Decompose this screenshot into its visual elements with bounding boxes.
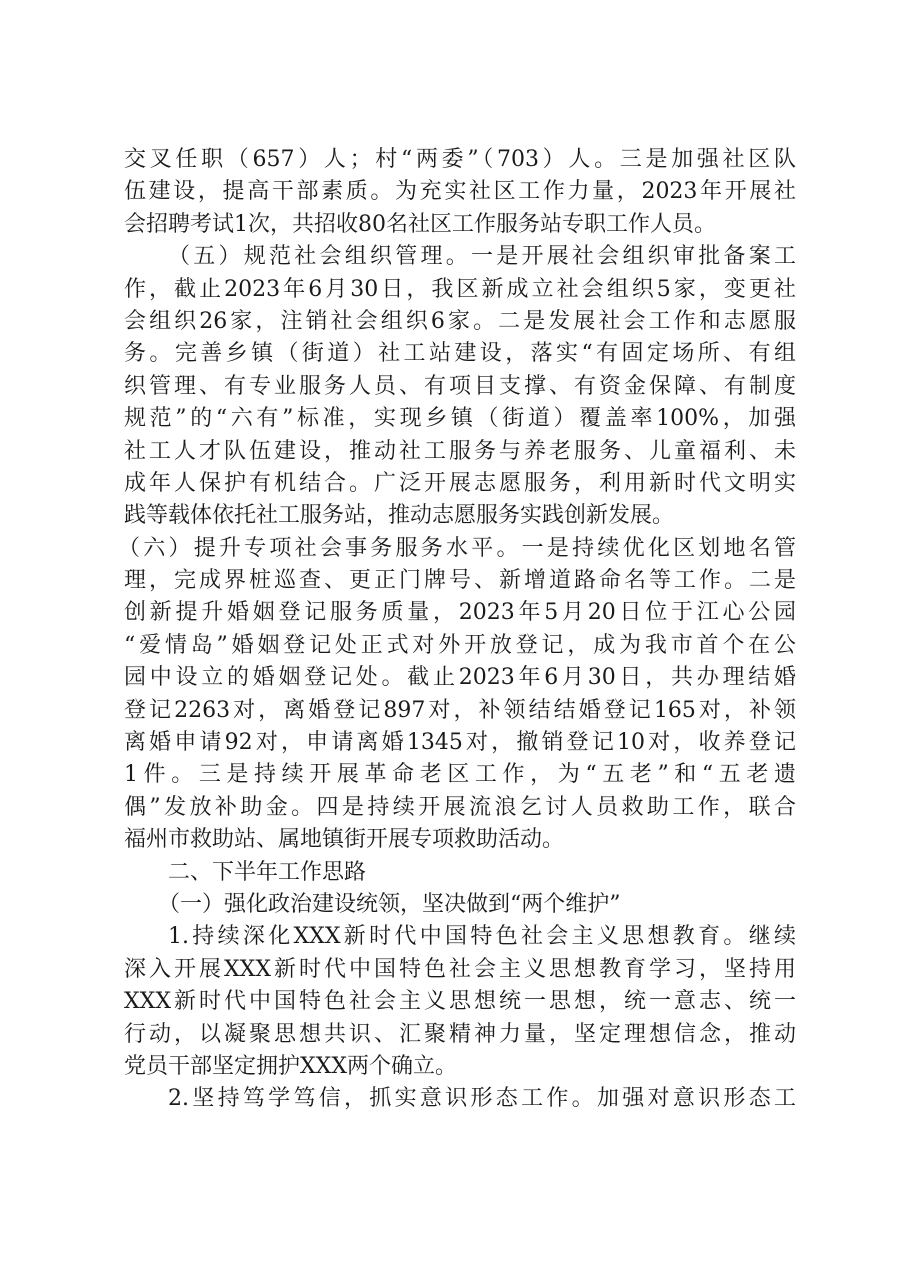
text-line: 会招聘考试1次，共招收80名社区工作服务站专职工作人员。 bbox=[124, 211, 716, 237]
section-heading-line: （五）规范社会组织管理。一是开展社会组织审批备案工 bbox=[168, 244, 796, 270]
text-line: 福州市救助站、属地镇街开展专项救助活动。 bbox=[124, 827, 565, 853]
subsection-heading-line: 1.持续深化XXX新时代中国特色社会主义思想教育。继续 bbox=[168, 924, 796, 950]
text-line: “爱情岛”婚姻登记处正式对外开放登记，成为我市首个在公 bbox=[124, 632, 796, 658]
text-line: 务。完善乡镇（街道）社工站建设，落实“有固定场所、有组 bbox=[124, 341, 796, 367]
text-line: 践等载体依托社工服务站，推动志愿服务实践创新发展。 bbox=[124, 503, 675, 529]
text-line: 作，截止2023年6月30日，我区新成立社会组织5家，变更社 bbox=[124, 276, 796, 302]
chapter-heading: 二、下半年工作思路 bbox=[168, 859, 367, 885]
text-line: 成年人保护有机结合。广泛开展志愿服务，利用新时代文明实 bbox=[124, 470, 796, 496]
text-line: 离婚申请92对，申请离婚1345对，撤销登记10对，收养登记 bbox=[124, 730, 796, 756]
text-line: 登记2263对，离婚登记897对，补领结结婚登记165对，补领 bbox=[124, 697, 796, 723]
text-line: 党员干部坚定拥护XXX两个确立。 bbox=[124, 1053, 457, 1079]
text-line: 理，完成界桩巡查、更正门牌号、新增道路命名等工作。二是 bbox=[124, 568, 796, 594]
text-line: 行动，以凝聚思想共识、汇聚精神力量，坚定理想信念，推动 bbox=[124, 1021, 796, 1047]
text-line: 偶”发放补助金。四是持续开展流浪乞讨人员救助工作，联合 bbox=[124, 794, 796, 820]
text-line: 伍建设，提高干部素质。为充实社区工作力量，2023年开展社 bbox=[124, 179, 796, 205]
text-line: 社工人才队伍建设，推动社工服务与养老服务、儿童福利、未 bbox=[124, 438, 796, 464]
text-line: XXX新时代中国特色社会主义思想统一思想，统一意志、统一 bbox=[124, 989, 796, 1015]
subsection-heading-line: 2.坚持笃学笃信，抓实意识形态工作。加强对意识形态工 bbox=[168, 1086, 796, 1112]
section-heading-line: （六）提升专项社会事务服务水平。一是持续优化区划地名管 bbox=[118, 535, 796, 561]
text-line: 创新提升婚姻登记服务质量，2023年5月20日位于江心公园 bbox=[124, 600, 796, 626]
section-heading-line: （一）强化政治建设统领，坚决做到“两个维护” bbox=[158, 891, 621, 917]
text-line: 会组织26家，注销社会组织6家。二是发展社会工作和志愿服 bbox=[124, 308, 796, 334]
text-line: 规范”的“六有”标准，实现乡镇（街道）覆盖率100%，加强 bbox=[124, 406, 796, 432]
text-line: 园中设立的婚姻登记处。截止2023年6月30日，共办理结婚 bbox=[124, 665, 796, 691]
text-line: 1件。三是持续开展革命老区工作，为“五老”和“五老遗 bbox=[124, 762, 796, 788]
text-line: 织管理、有专业服务人员、有项目支撑、有资金保障、有制度 bbox=[124, 373, 796, 399]
text-line: 交叉任职（657）人；村“两委”（703）人。三是加强社区队 bbox=[124, 147, 796, 172]
document-body bbox=[118, 144, 796, 1116]
text-line: 深入开展XXX新时代中国特色社会主义思想教育学习，坚持用 bbox=[124, 956, 796, 982]
